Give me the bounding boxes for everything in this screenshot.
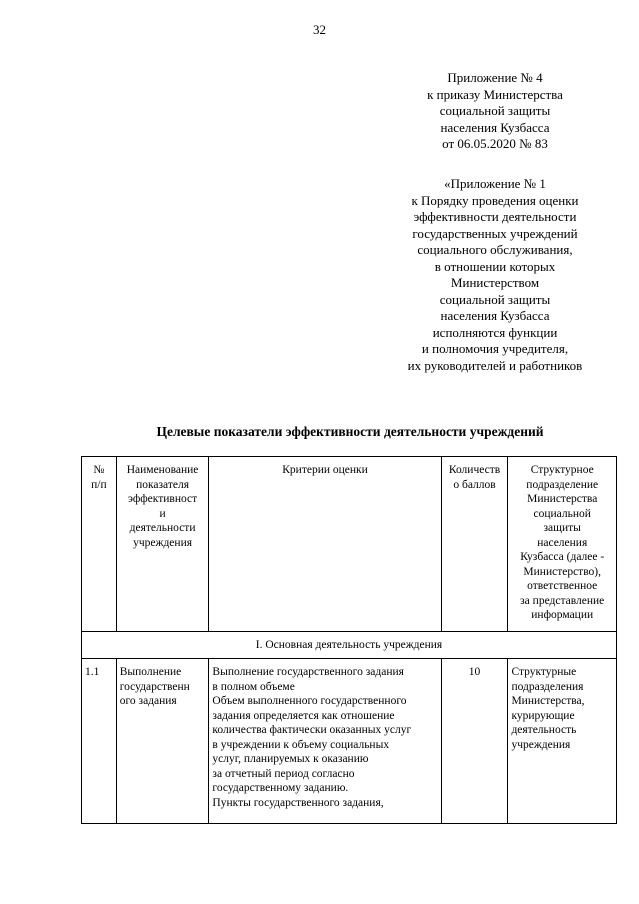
- row-dept: [508, 659, 617, 824]
- header-criteria-line: Критерии оценки: [282, 464, 368, 476]
- header-score-line: о баллов: [453, 478, 496, 491]
- row-criteria-line: за отчетный период согласно: [212, 767, 355, 780]
- header-dept: [508, 457, 617, 632]
- appendix-4-line: социальной защиты: [439, 103, 551, 118]
- header-dept-line: за представление: [520, 594, 605, 607]
- header-dept-line: подразделение: [526, 478, 599, 491]
- row-dept-line: подразделения: [511, 680, 584, 693]
- section-row: [82, 632, 617, 659]
- appendix-1-line: исполняются функции: [432, 324, 558, 340]
- row-dept-line: Министерства,: [511, 695, 585, 707]
- header-dept-line: социальной: [533, 507, 591, 520]
- header-score-line: Количеств: [448, 464, 501, 476]
- header-dept-line: населения: [537, 536, 588, 549]
- appendix-1-line: эффективности деятельности: [413, 209, 577, 224]
- row-dept-line: учреждения: [511, 738, 571, 751]
- row-criteria: [209, 659, 441, 824]
- appendix-4-line: населения Кузбасса: [440, 119, 550, 135]
- header-name-line: эффективност: [127, 493, 198, 505]
- appendix-1-line: социальной защиты: [439, 291, 551, 307]
- row-num: 1.1: [82, 659, 117, 824]
- section-title: I. Основная деятельность учреждения: [82, 632, 617, 659]
- row-name: [116, 659, 209, 824]
- row-criteria-line: Объем выполненного государственного: [212, 695, 407, 707]
- table-header-row: [82, 457, 617, 632]
- row-criteria-line: количества фактически оказанных услуг: [212, 724, 412, 736]
- document-title: Целевые показатели эффективности деятельности учреждений: [156, 424, 544, 439]
- appendix-4-line: Приложение № 4: [447, 70, 543, 85]
- indicators-table: [81, 456, 617, 824]
- header-criteria: [209, 457, 441, 632]
- header-name-line: показателя: [136, 478, 190, 491]
- header-dept-line: Кузбасса (далее -: [520, 551, 605, 563]
- appendix-4-line: от 06.05.2020 № 83: [442, 136, 548, 151]
- row-criteria-line: в полном объеме: [212, 680, 295, 693]
- row-criteria-line: задания определяется как отношение: [212, 709, 395, 722]
- appendix-1-header: [375, 176, 615, 374]
- header-num-line: п/п: [91, 478, 107, 491]
- row-criteria-line: Выполнение государственного задания: [212, 666, 404, 678]
- row-criteria-line: государственному заданию.: [212, 782, 349, 794]
- row-criteria-line: в учреждении к объему социальных: [212, 738, 390, 751]
- row-dept-line: деятельность: [511, 724, 577, 736]
- header-name: [116, 457, 209, 632]
- header-num: [82, 457, 117, 632]
- appendix-1-line: государственных учреждений: [412, 225, 578, 241]
- appendix-1-line: к Порядку проведения оценки: [411, 192, 579, 208]
- appendix-4-line: к приказу Министерства: [427, 86, 563, 102]
- header-dept-line: защиты: [543, 522, 581, 534]
- page-number: 32: [313, 22, 326, 37]
- header-name-line: деятельности: [129, 522, 196, 534]
- appendix-1-line: «Приложение № 1: [444, 176, 546, 191]
- header-name-line: и: [159, 507, 166, 520]
- row-name-line: ого задания: [119, 695, 177, 707]
- row-score: 10: [441, 659, 508, 824]
- table-row: [82, 659, 617, 824]
- row-dept-line: курирующие: [511, 709, 575, 722]
- row-name-line: Выполнение: [119, 666, 182, 678]
- header-num-line: №: [93, 464, 105, 476]
- appendix-1-line: их руководителей и работников: [407, 357, 583, 373]
- row-name-line: государственн: [119, 680, 190, 693]
- appendix-1-line: населения Кузбасса: [440, 308, 550, 323]
- header-score: [441, 457, 508, 632]
- appendix-1-line: Министерством: [450, 275, 540, 290]
- header-name-line: учреждения: [133, 536, 193, 549]
- appendix-1-line: в отношении которых: [434, 258, 556, 274]
- row-dept-line: Структурные: [511, 666, 577, 678]
- header-dept-line: ответственное: [527, 580, 598, 592]
- header-dept-line: Министерства: [527, 493, 598, 505]
- row-criteria-line: Пункты государственного задания,: [212, 796, 384, 809]
- appendix-1-line: социального обслуживания,: [417, 242, 573, 257]
- header-name-line: Наименование: [126, 464, 199, 476]
- appendix-1-line: и полномочия учредителя,: [421, 341, 569, 356]
- appendix-4-header: [380, 70, 610, 153]
- row-criteria-line: услуг, планируемых к оказанию: [212, 753, 369, 765]
- header-dept-line: Структурное: [530, 464, 594, 476]
- header-dept-line: информации: [531, 609, 594, 621]
- header-dept-line: Министерство),: [523, 565, 602, 578]
